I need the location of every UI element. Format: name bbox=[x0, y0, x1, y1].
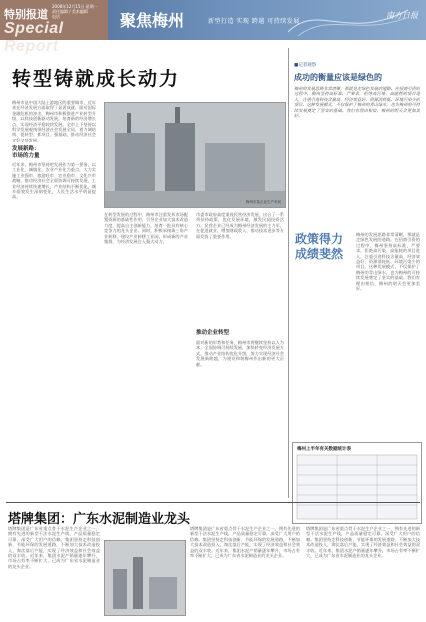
article-paragraph-4: 市委市政府高度重视民营经济发展，出台了一系列扶持政策，优化发展环境，激发民间投资活力。民营企业已经成为梅州经济发展的主力军，在促进就业、增加财政收入、推动技术进步等方面发挥了重要作用。 bbox=[196, 212, 284, 239]
stats-table-title: 梅州上半年有关数据统计表 bbox=[297, 447, 351, 452]
issue-meta: 2008年12月15日 星期一 责任编辑 / 美术编辑 电话 bbox=[52, 4, 98, 19]
stats-table bbox=[292, 442, 422, 524]
cement-plant-photo bbox=[104, 540, 186, 616]
bottom-body-1: 塔牌集团是广东省重点骨干水泥生产企业之一，拥有先进的新型干法水泥生产线，产品质量稳定可靠，深受广大用户的信赖。集团坚持走科技创新、节能环保的发展道路，不断加大技术改造投入，淘汰落后产能，实现了经济效益和社会效益的双丰收。近年来，集团水泥产销量逐年攀升，市场占有率不断扩大，已成为广东省水泥制造业的龙头企业。 bbox=[8, 526, 100, 569]
stats-table-grid bbox=[293, 453, 421, 523]
article-subhead-2: 推动企业转型 bbox=[196, 330, 230, 336]
article-paragraph-2: 近年来，梅州市坚持把发展作为第一要务，以工业化、城镇化、农业产业化为重点，大力实施工业强市、旅游旺市、农业稳市、文化兴市战略，推动经济社会全面协调可持续发展。工业经济持续快速增长，产业结构不断优化，城乡面貌发生深刻变化，人民生活水平明显提高。 bbox=[12, 162, 96, 200]
factory-illustration-icon bbox=[105, 103, 285, 207]
article-paragraph-5: 面对新的形势和任务，梅州市将继续坚持以人为本，全面协调可持续发展，加快转变经济发展方式，推动产业结构优化升级，努力实现经济社会发展新跨越，为建设和谐梅州作出新的更大贡献。 bbox=[196, 340, 284, 367]
plant-illustration-icon bbox=[105, 541, 185, 615]
right-headline: 成功的衡量应该是绿色的 bbox=[294, 73, 382, 82]
policy-callout: 政策得力 成绩斐然 bbox=[294, 232, 343, 261]
bottom-body-3: 塔牌集团是广东省重点骨干水泥生产企业之一，拥有先进的新型干法水泥生产线，产品质量稳定可靠，深受广大用户的信赖。集团坚持走科技创新、节能环保的发展道路，不断加大技术改造投入，淘汰落后产能，实现了经济效益和社会效益的双丰收。近年来，集团水泥产销量逐年攀升，市场占有率不断扩大，已成为广东省水泥制造业的龙头企业。 bbox=[306, 526, 420, 559]
section-banner bbox=[0, 0, 108, 55]
bottom-body-2: 塔牌集团是广东省重点骨干水泥生产企业之一，拥有先进的新型干法水泥生产线，产品质量稳定可靠，深受广大用户的信赖。集团坚持走科技创新、节能环保的发展道路，不断加大技术改造投入，淘汰落后产能，实现了经济效益和社会效益的双丰收。近年来，集团水泥产销量逐年攀升，市场占有率不断扩大，已成为广东省水泥制造业的龙头企业。 bbox=[190, 526, 300, 559]
section-label: 特别报道 bbox=[4, 8, 48, 21]
right-body: 梅州的发展思路非常清晰，那就是走绿色发展的道路。在招商引资的过程中，梅州坚持高标准、严要求，拒绝高污染、高能耗的项目进入，注重引进科技含量高、经济效益好、资源消耗低、环境污染少的项目。这种发展模式，不仅保护了梅州的青山绿水，也为梅州的可持续发展奠定了坚实的基础。我们有理由相信，梅州的明天会更加美好。 bbox=[294, 86, 420, 119]
right-kicker: ■记者观察 bbox=[294, 63, 317, 68]
article-paragraph-3: 在转型发展的过程中，梅州市注重发挥市场配置资源的基础性作用，引导企业加大技术改造力度，提高自主创新能力，培育一批具有核心竞争力的龙头企业。同时，积极承接珠三角产业转移，建设产业转移工业园，形成新的产业集群，为经济发展注入强大动力。 bbox=[104, 212, 188, 245]
article-paragraph-1: 梅州市是中国大陆上游地区的重要城市，近年来在经济发展方面取得了显著成就。面对国际金融危机的冲击，梅州市积极推进产业转型升级，以科技创新驱动发展，培育新的经济增长点，实现经济平稳较快发展。全市上下坚持以科学发展观统领经济社会发展全局，着力调结构、促转型、抓项目、强基础，推动经济社会又好又快发展。 bbox=[12, 100, 96, 142]
bottom-headline: 塔牌集团：广东水泥制造业龙头 bbox=[8, 512, 191, 527]
brand-banner bbox=[108, 0, 426, 40]
right-body-continued: 梅州的发展思路非常清晰，那就是走绿色发展的道路。在招商引资的过程中，梅州坚持高标准、严要求，拒绝高污染、高能耗的项目进入，注重引进科技含量高、经济效益好、资源消耗低、环境污染少的项目。这种发展模式，不仅保护了梅州的青山绿水，也为梅州的可持续发展奠定了坚实的基础。我们有理由相信，梅州的明天会更加美好。 bbox=[356, 232, 420, 292]
article-subhead-1: 发展新路： 市场的力量 bbox=[12, 146, 40, 159]
column-divider bbox=[288, 48, 289, 498]
bottom-divider bbox=[6, 502, 420, 503]
section-label-en: Special Report bbox=[4, 20, 64, 55]
main-headline: 转型铸就成长动力 bbox=[12, 68, 181, 90]
factory-photo bbox=[104, 102, 286, 208]
brand-title: 聚焦梅州 bbox=[120, 11, 185, 30]
paper-name: 南方日报 bbox=[386, 11, 418, 20]
photo-caption: 梅州市某企业生产车间 bbox=[246, 200, 281, 204]
brand-slogan: 新型打造 实现 跨越 可持续发展 bbox=[208, 18, 300, 25]
